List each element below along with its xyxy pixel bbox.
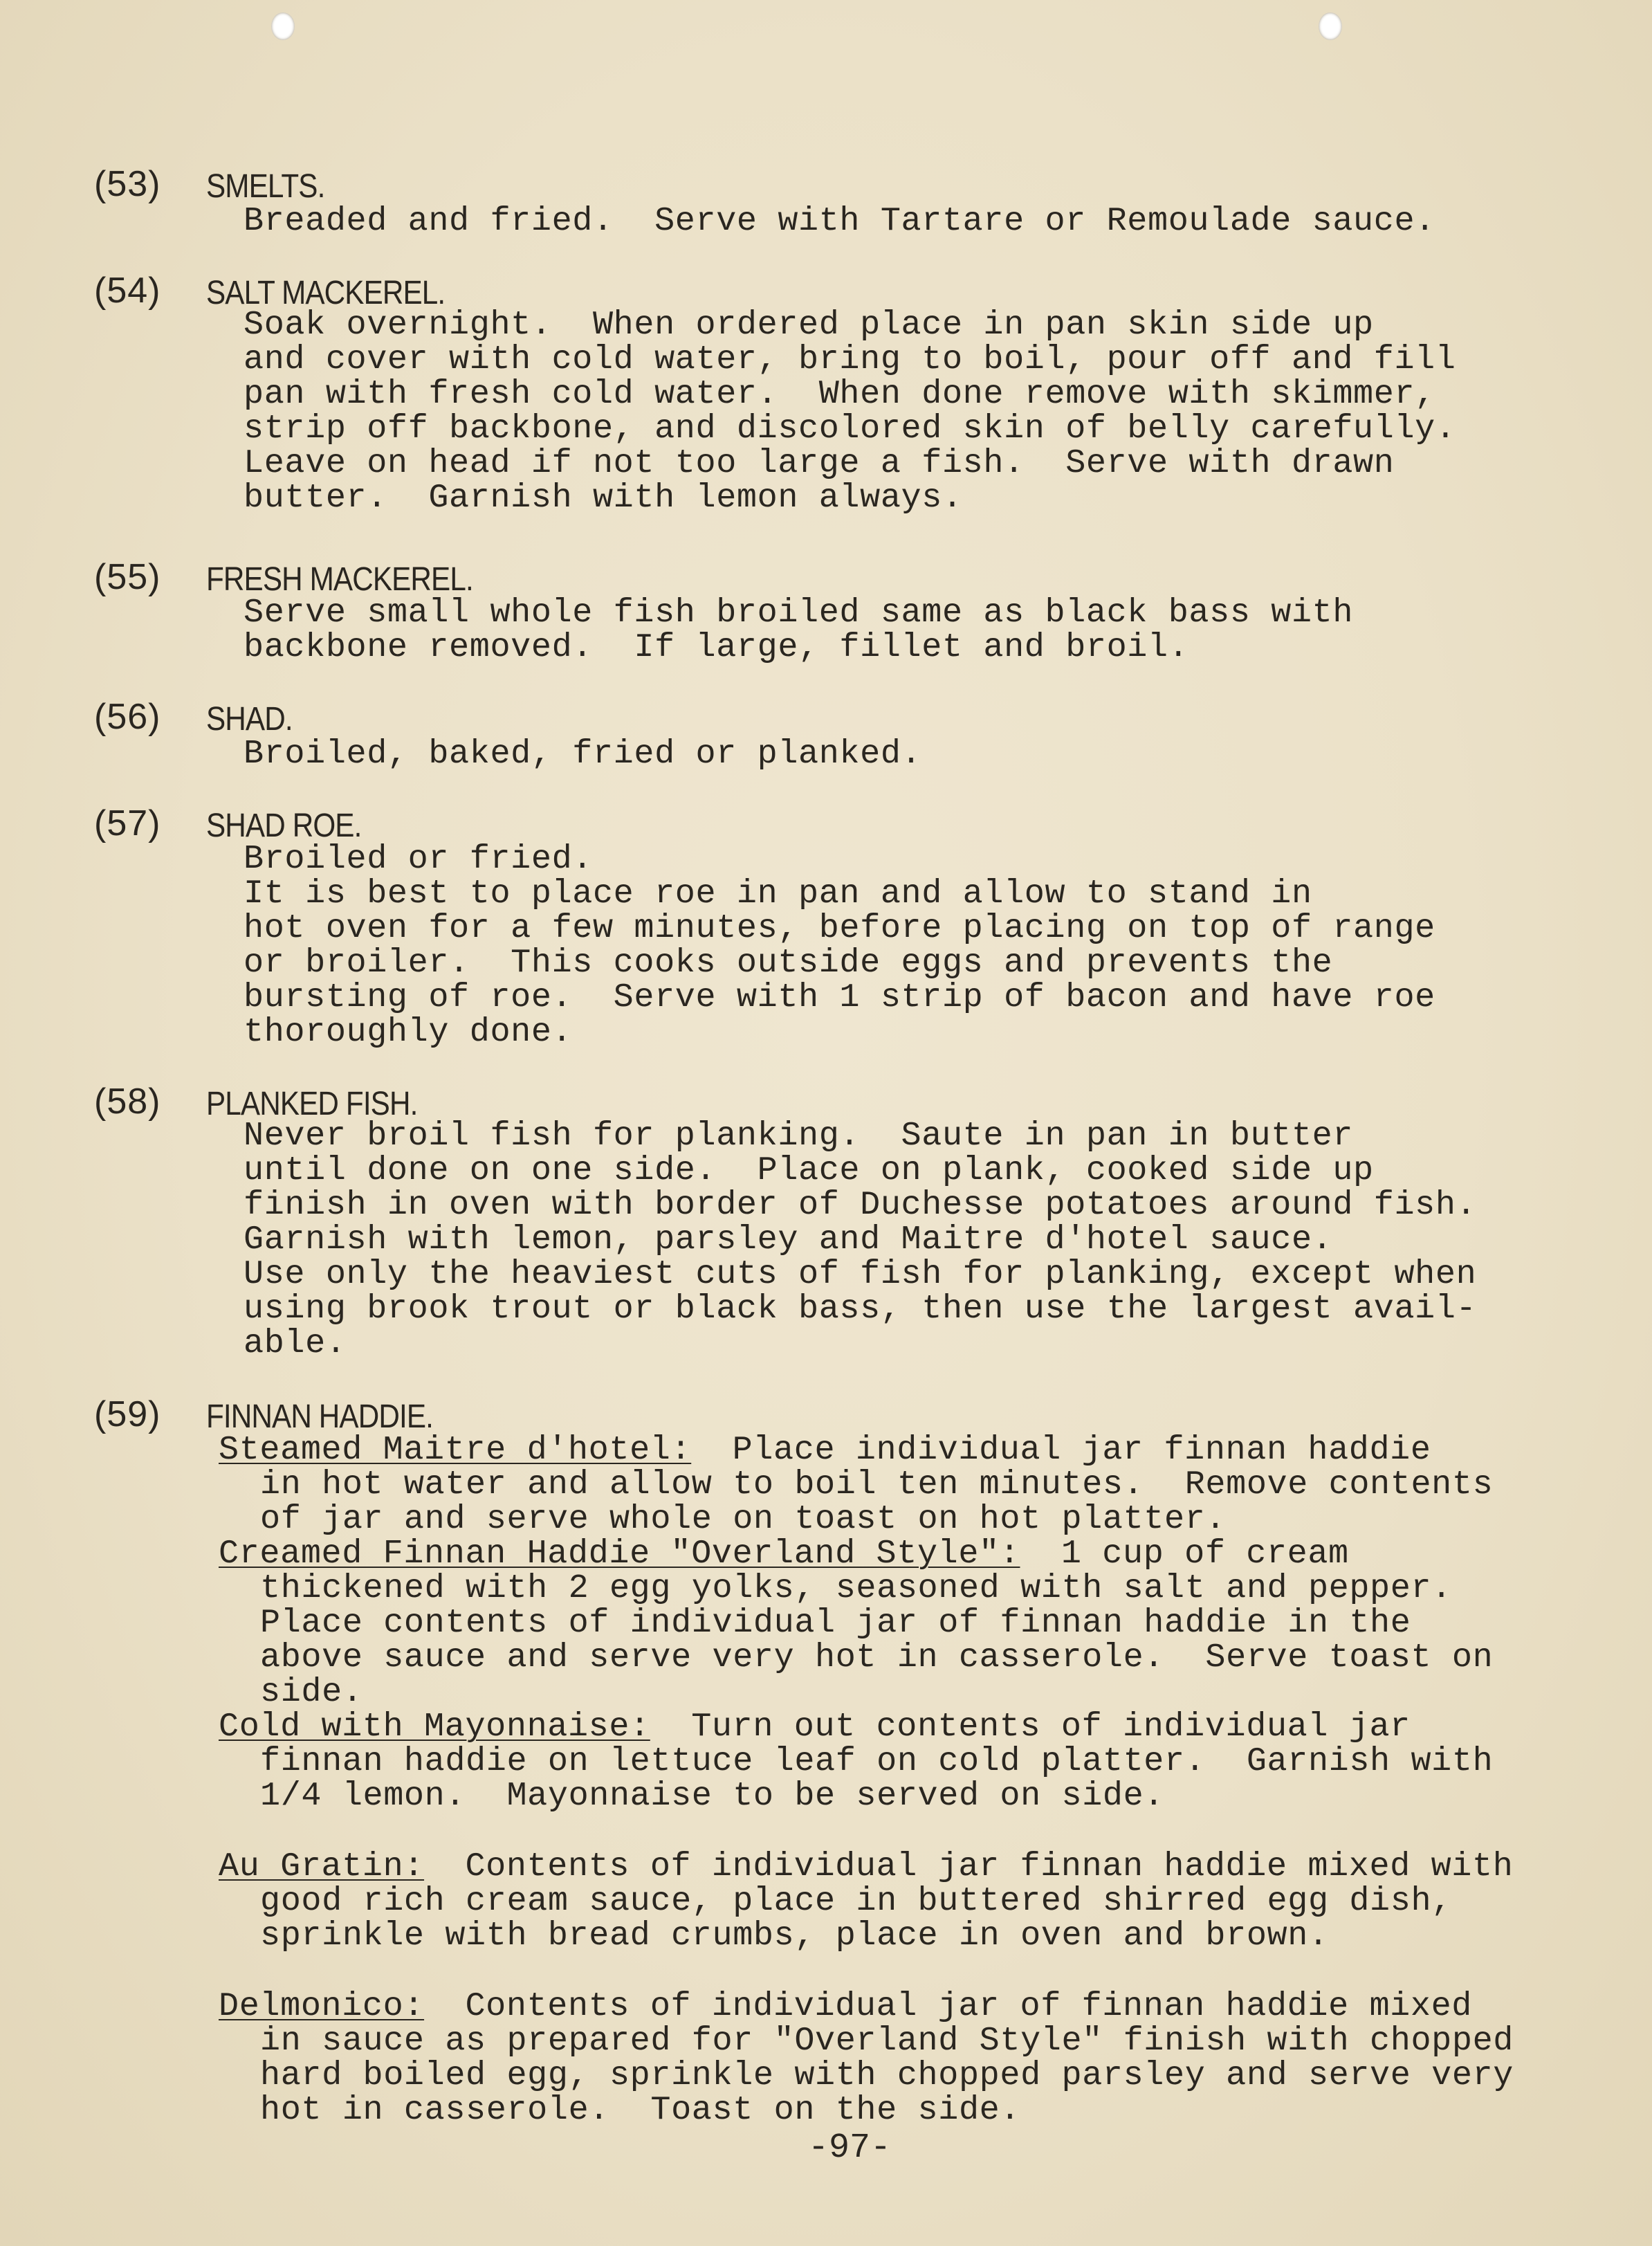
entry-line: backbone removed. If large, fillet and broil.	[244, 628, 1189, 666]
entry-number: (54)	[94, 271, 161, 311]
subsection-heading	[219, 1987, 1472, 2025]
entry-line: bursting of roe. Serve with 1 strip of bacon and have roe	[244, 978, 1435, 1016]
subsection-label: Delmonico:	[219, 1987, 425, 2025]
entry-line: hot in casserole. Toast on the side.	[260, 2091, 1021, 2129]
entry-title: FINNAN HADDIE.	[206, 1398, 433, 1435]
entry-line: Broiled, baked, fried or planked.	[244, 735, 922, 773]
entry-number: (53)	[94, 164, 161, 204]
entry-line: and cover with cold water, bring to boil, pour off and fill	[244, 340, 1456, 378]
entry-line: Broiled or fried.	[244, 840, 593, 878]
subsection-text: Turn out contents of individual jar	[650, 1708, 1411, 1746]
entry-line: in hot water and allow to boil ten minutes. Remove contents	[260, 1466, 1494, 1504]
entry-number: (57)	[94, 803, 161, 843]
entry-line: finnan haddie on lettuce leaf on cold platter. Garnish with	[260, 1742, 1494, 1780]
entry-line: using brook trout or black bass, then use the largest avail-	[244, 1290, 1477, 1328]
entry-line: Serve small whole fish broiled same as black bass with	[244, 594, 1354, 632]
subsection-label: Creamed Finnan Haddie "Overland Style":	[219, 1535, 1020, 1573]
entry-title: PLANKED FISH.	[206, 1086, 418, 1122]
entry-line: strip off backbone, and discolored skin of belly carefully.	[244, 410, 1456, 448]
entry-line: until done on one side. Place on plank, cooked side up	[244, 1151, 1374, 1189]
entry-line: It is best to place roe in pan and allow to stand in	[244, 875, 1312, 913]
subsection-heading	[219, 1431, 1431, 1469]
entry-title: SHAD.	[206, 701, 293, 738]
subsection-heading	[219, 1847, 1513, 1886]
entry-number: (55)	[94, 557, 161, 597]
entry-line: Leave on head if not too large a fish. Serve with drawn	[244, 444, 1395, 482]
subsection-text: Contents of individual jar of finnan haddie mixed	[424, 1987, 1473, 2025]
entry-line: Never broil fish for planking. Saute in pan in butter	[244, 1117, 1354, 1155]
entry-line: hot oven for a few minutes, before placing on top of range	[244, 909, 1435, 947]
entry-line: 1/4 lemon. Mayonnaise to be served on side.	[260, 1777, 1165, 1815]
entry-title: FRESH MACKEREL.	[206, 561, 473, 598]
subsection-text: Contents of individual jar finnan haddie mixed with	[424, 1847, 1514, 1886]
subsection-text: 1 cup of cream	[1020, 1535, 1349, 1573]
entry-line: Place contents of individual jar of finnan haddie in the	[260, 1604, 1411, 1642]
page-number: -97-	[808, 2128, 892, 2168]
entry-number: (59)	[94, 1394, 161, 1434]
entry-line: Breaded and fried. Serve with Tartare or Remoulade sauce.	[244, 202, 1435, 240]
entry-line: Garnish with lemon, parsley and Maitre d'hotel sauce.	[244, 1221, 1333, 1259]
subsection-label: Cold with Mayonnaise:	[219, 1708, 650, 1746]
entry-line: thoroughly done.	[244, 1013, 573, 1051]
subsection-text: Place individual jar finnan haddie	[691, 1431, 1431, 1469]
entry-line: or broiler. This cooks outside eggs and prevents the	[244, 944, 1333, 982]
entry-number: (56)	[94, 697, 161, 737]
subsection-heading	[219, 1535, 1349, 1573]
subsection-label: Au Gratin:	[219, 1847, 425, 1886]
entry-line: thickened with 2 egg yolks, seasoned with salt and pepper.	[260, 1569, 1452, 1607]
entry-line: hard boiled egg, sprinkle with chopped parsley and serve very	[260, 2056, 1514, 2094]
entry-title: SHAD ROE.	[206, 807, 362, 844]
entry-line: in sauce as prepared for "Overland Style" finish with chopped	[260, 2022, 1514, 2060]
punch-hole	[1319, 12, 1342, 40]
entry-line: sprinkle with bread crumbs, place in oven and brown.	[260, 1917, 1329, 1955]
entry-title: SMELTS.	[206, 168, 325, 205]
subsection-heading	[219, 1708, 1411, 1746]
entry-line: able.	[244, 1324, 347, 1362]
entry-line: Soak overnight. When ordered place in pan skin side up	[244, 306, 1374, 344]
entry-line: Use only the heaviest cuts of fish for planking, except when	[244, 1255, 1477, 1293]
entry-line: side.	[260, 1673, 363, 1711]
punch-hole	[271, 12, 295, 40]
subsection-label: Steamed Maitre d'hotel:	[219, 1431, 692, 1469]
entry-line: finish in oven with border of Duchesse potatoes around fish.	[244, 1186, 1477, 1224]
entry-line: pan with fresh cold water. When done remove with skimmer,	[244, 375, 1435, 413]
entry-line: butter. Garnish with lemon always.	[244, 479, 963, 517]
entry-line: above sauce and serve very hot in casserole. Serve toast on	[260, 1638, 1494, 1677]
entry-line: good rich cream sauce, place in buttered shirred egg dish,	[260, 1882, 1452, 1920]
entry-number: (58)	[94, 1081, 161, 1122]
entry-line: of jar and serve whole on toast on hot platter.	[260, 1500, 1227, 1538]
entry-title: SALT MACKEREL.	[206, 275, 446, 311]
